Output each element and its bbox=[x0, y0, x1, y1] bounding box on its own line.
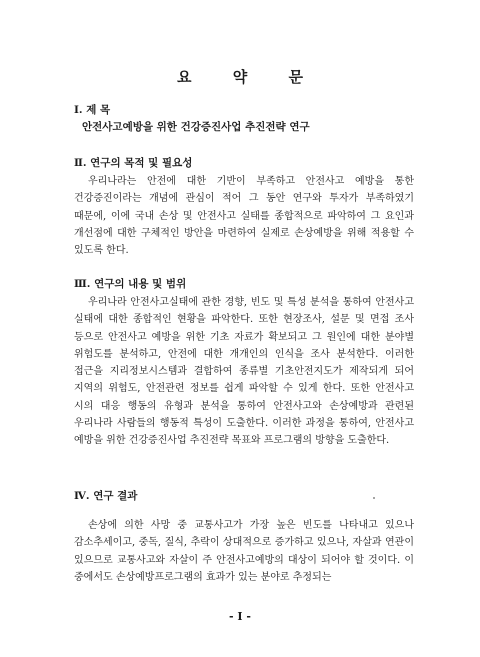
page-title: 요 약 문 bbox=[177, 68, 321, 86]
section-purpose bbox=[74, 156, 414, 259]
section-heading: Ⅲ. 연구의 내용 및 범위 bbox=[74, 278, 187, 290]
section-heading: Ⅳ. 연구 결과 bbox=[74, 490, 138, 502]
section-heading: Ⅰ. 제 목 bbox=[74, 104, 111, 116]
study-title: 안전사고예방을 위한 건강증진사업 추진전략 연구 bbox=[82, 121, 310, 133]
section-title bbox=[74, 103, 414, 134]
section-paragraph: 우리나라 안전사고실태에 관한 경향, 빈도 및 특성 분석을 통하여 안전사고 실태에 대한 종합적인 현황을 파악한다. 또한 현장조사, 설문 및 면접 조사 등으로 안전사고 예방을 위한 기초 자료가 확보되고 그 원인에 대한 분야별 위험도를 분석하고, 안전에 대한 개개인의 인식을 조사 분석한다. 이러한 접근을 지리정보시스템과 결합하여 종류별 기초안전지도가 제작되게 되어 지역의 위험도, 안전관련 정보를 쉽게 파악할 수 있게 한다. 또한 안전사고 시의 대응 행동의 유형과 분석을 통하여 안전사고와 손상예방과 관련된 우리나라 사람들의 행동적 특성이 도출한다. 이러한 과정을 통하여, 안전사고 예방을 위한 건강증진사업 추진전략 목표와 프로그램의 방향을 도출한다. bbox=[74, 297, 414, 447]
section-results bbox=[74, 489, 414, 586]
page-number: - I - bbox=[229, 610, 251, 623]
section-paragraph: 손상에 의한 사망 중 교통사고가 가장 높은 빈도를 나타내고 있으나 감소추세이고, 중독, 질식, 추락이 상대적으로 증가하고 있으나, 자살과 연관이 있으므로 교통사고와 자살이 주 안전사고예방의 대상이 되어야 할 것이다. 이 중에서도 손상예방프로그램의 효과가 있는 분야로 추정되는 bbox=[74, 520, 414, 583]
scan-speck bbox=[373, 497, 375, 499]
section-paragraph: 우리나라는 안전에 대한 기반이 부족하고 안전사고 예방을 통한 건강증진이라는 개념에 관심이 적어 그 동안 연구와 투자가 부족하였기 때문에, 이에 국내 손상 및 안전사고 실태를 종합적으로 파악하여 그 요인과 개선점에 대한 구체적인 방안을 마련하여 실제로 손상예방을 위해 적용할 수 있도록 한다. bbox=[74, 176, 414, 257]
section-scope bbox=[74, 277, 414, 450]
section-heading: Ⅱ. 연구의 목적 및 필요성 bbox=[74, 157, 193, 169]
